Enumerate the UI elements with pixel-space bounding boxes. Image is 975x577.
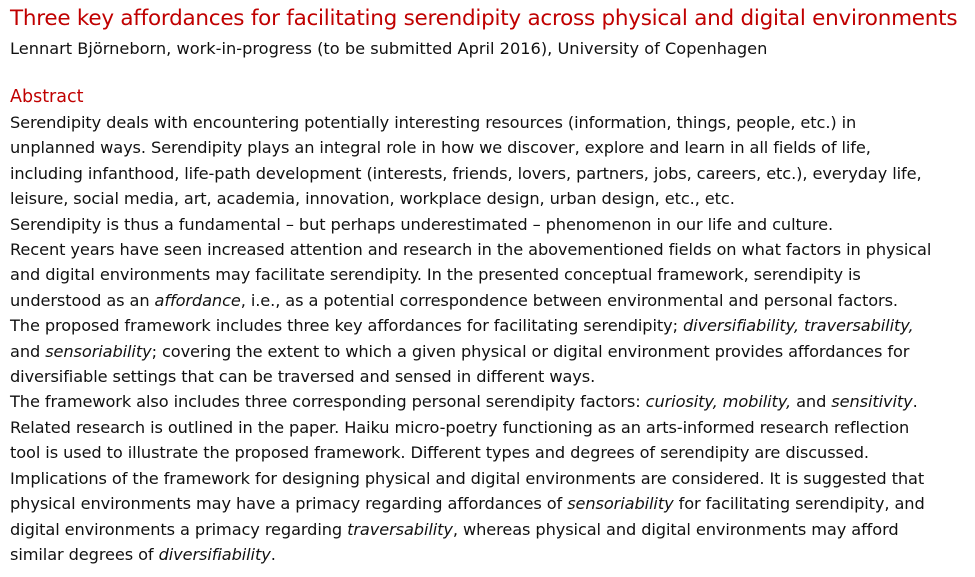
text-segment: including infanthood, life-path development (interests, friends, lovers, partners, jobs, careers, etc.), everyday life,: [10, 163, 922, 183]
abstract-line: [10, 466, 972, 491]
text-segment: for facilitating serendipity, and: [673, 494, 925, 514]
author-line: Lennart Björneborn, work-in-progress (to be submitted April 2016), University of Copenhagen: [10, 39, 768, 58]
abstract-line: [10, 212, 972, 237]
italic-term: sensitivity: [831, 392, 913, 412]
abstract-line: [10, 288, 972, 313]
abstract-line: [10, 389, 972, 414]
document-page: [10, 4, 972, 567]
text-segment: digital environments a primacy regarding: [10, 519, 348, 539]
abstract-line: [10, 262, 972, 287]
abstract-line: [10, 517, 972, 542]
abstract-line: [10, 440, 972, 465]
italic-term: affordance: [154, 290, 241, 310]
text-segment: and: [791, 392, 832, 412]
abstract-line: [10, 110, 972, 135]
text-segment: The framework also includes three corresponding personal serendipity factors:: [10, 392, 646, 412]
italic-term: diversifiability, traversability,: [683, 316, 914, 336]
text-segment: Recent years have seen increased attention and research in the abovementioned fields on what factors in physical: [10, 240, 932, 260]
text-segment: Implications of the framework for designing physical and digital environments are considered. It is suggested that: [10, 468, 925, 488]
text-segment: similar degrees of: [10, 544, 159, 564]
italic-term: sensoriability: [45, 341, 152, 361]
text-segment: physical environments may have a primacy regarding affordances of: [10, 494, 568, 514]
text-segment: unplanned ways. Serendipity plays an integral role in how we discover, explore and learn in all fields of life,: [10, 138, 871, 158]
paper-title: Three key affordances for facilitating serendipity across physical and digital environments: [10, 6, 958, 31]
abstract-line: [10, 491, 972, 516]
text-segment: The proposed framework includes three key affordances for facilitating serendipity;: [10, 316, 683, 336]
abstract-line: [10, 364, 972, 389]
text-segment: understood as an: [10, 290, 155, 310]
abstract-line: [10, 186, 972, 211]
abstract-line: [10, 161, 972, 186]
text-segment: and digital environments may facilitate serendipity. In the presented conceptual framework, serendipity is: [10, 265, 861, 285]
italic-term: sensoriability: [567, 494, 674, 514]
text-segment: .: [270, 544, 276, 564]
text-segment: leisure, social media, art, academia, innovation, workplace design, urban design, etc., etc.: [10, 189, 735, 209]
abstract-line: [10, 313, 972, 338]
text-segment: , i.e., as a potential correspondence between environmental and personal factors.: [240, 290, 898, 310]
abstract-line: [10, 135, 972, 160]
abstract-line: [10, 542, 972, 567]
abstract-body: [10, 110, 972, 567]
text-segment: .: [912, 392, 918, 412]
text-segment: Serendipity deals with encountering potentially interesting resources (information, things, people, etc.) in: [10, 113, 857, 132]
abstract-heading: Abstract: [10, 87, 84, 107]
text-segment: , whereas physical and digital environments may afford: [452, 519, 899, 539]
text-segment: ; covering the extent to which a given physical or digital environment provides affordances for: [151, 341, 910, 361]
text-segment: Related research is outlined in the paper. Haiku micro-poetry functioning as an arts-informed research reflection: [10, 417, 910, 437]
italic-term: traversability: [347, 519, 453, 539]
text-segment: Serendipity is thus a fundamental – but perhaps underestimated – phenomenon in our life and culture.: [10, 214, 834, 234]
italic-term: diversifiability: [158, 544, 271, 564]
text-segment: and: [10, 341, 46, 361]
italic-term: curiosity, mobility,: [645, 392, 792, 412]
abstract-line: [10, 237, 972, 262]
text-segment: diversifiable settings that can be traversed and sensed in different ways.: [10, 367, 596, 387]
text-segment: tool is used to illustrate the proposed framework. Different types and degrees of serendipity are discussed.: [10, 443, 869, 463]
abstract-line: [10, 415, 972, 440]
abstract-line: [10, 339, 972, 364]
